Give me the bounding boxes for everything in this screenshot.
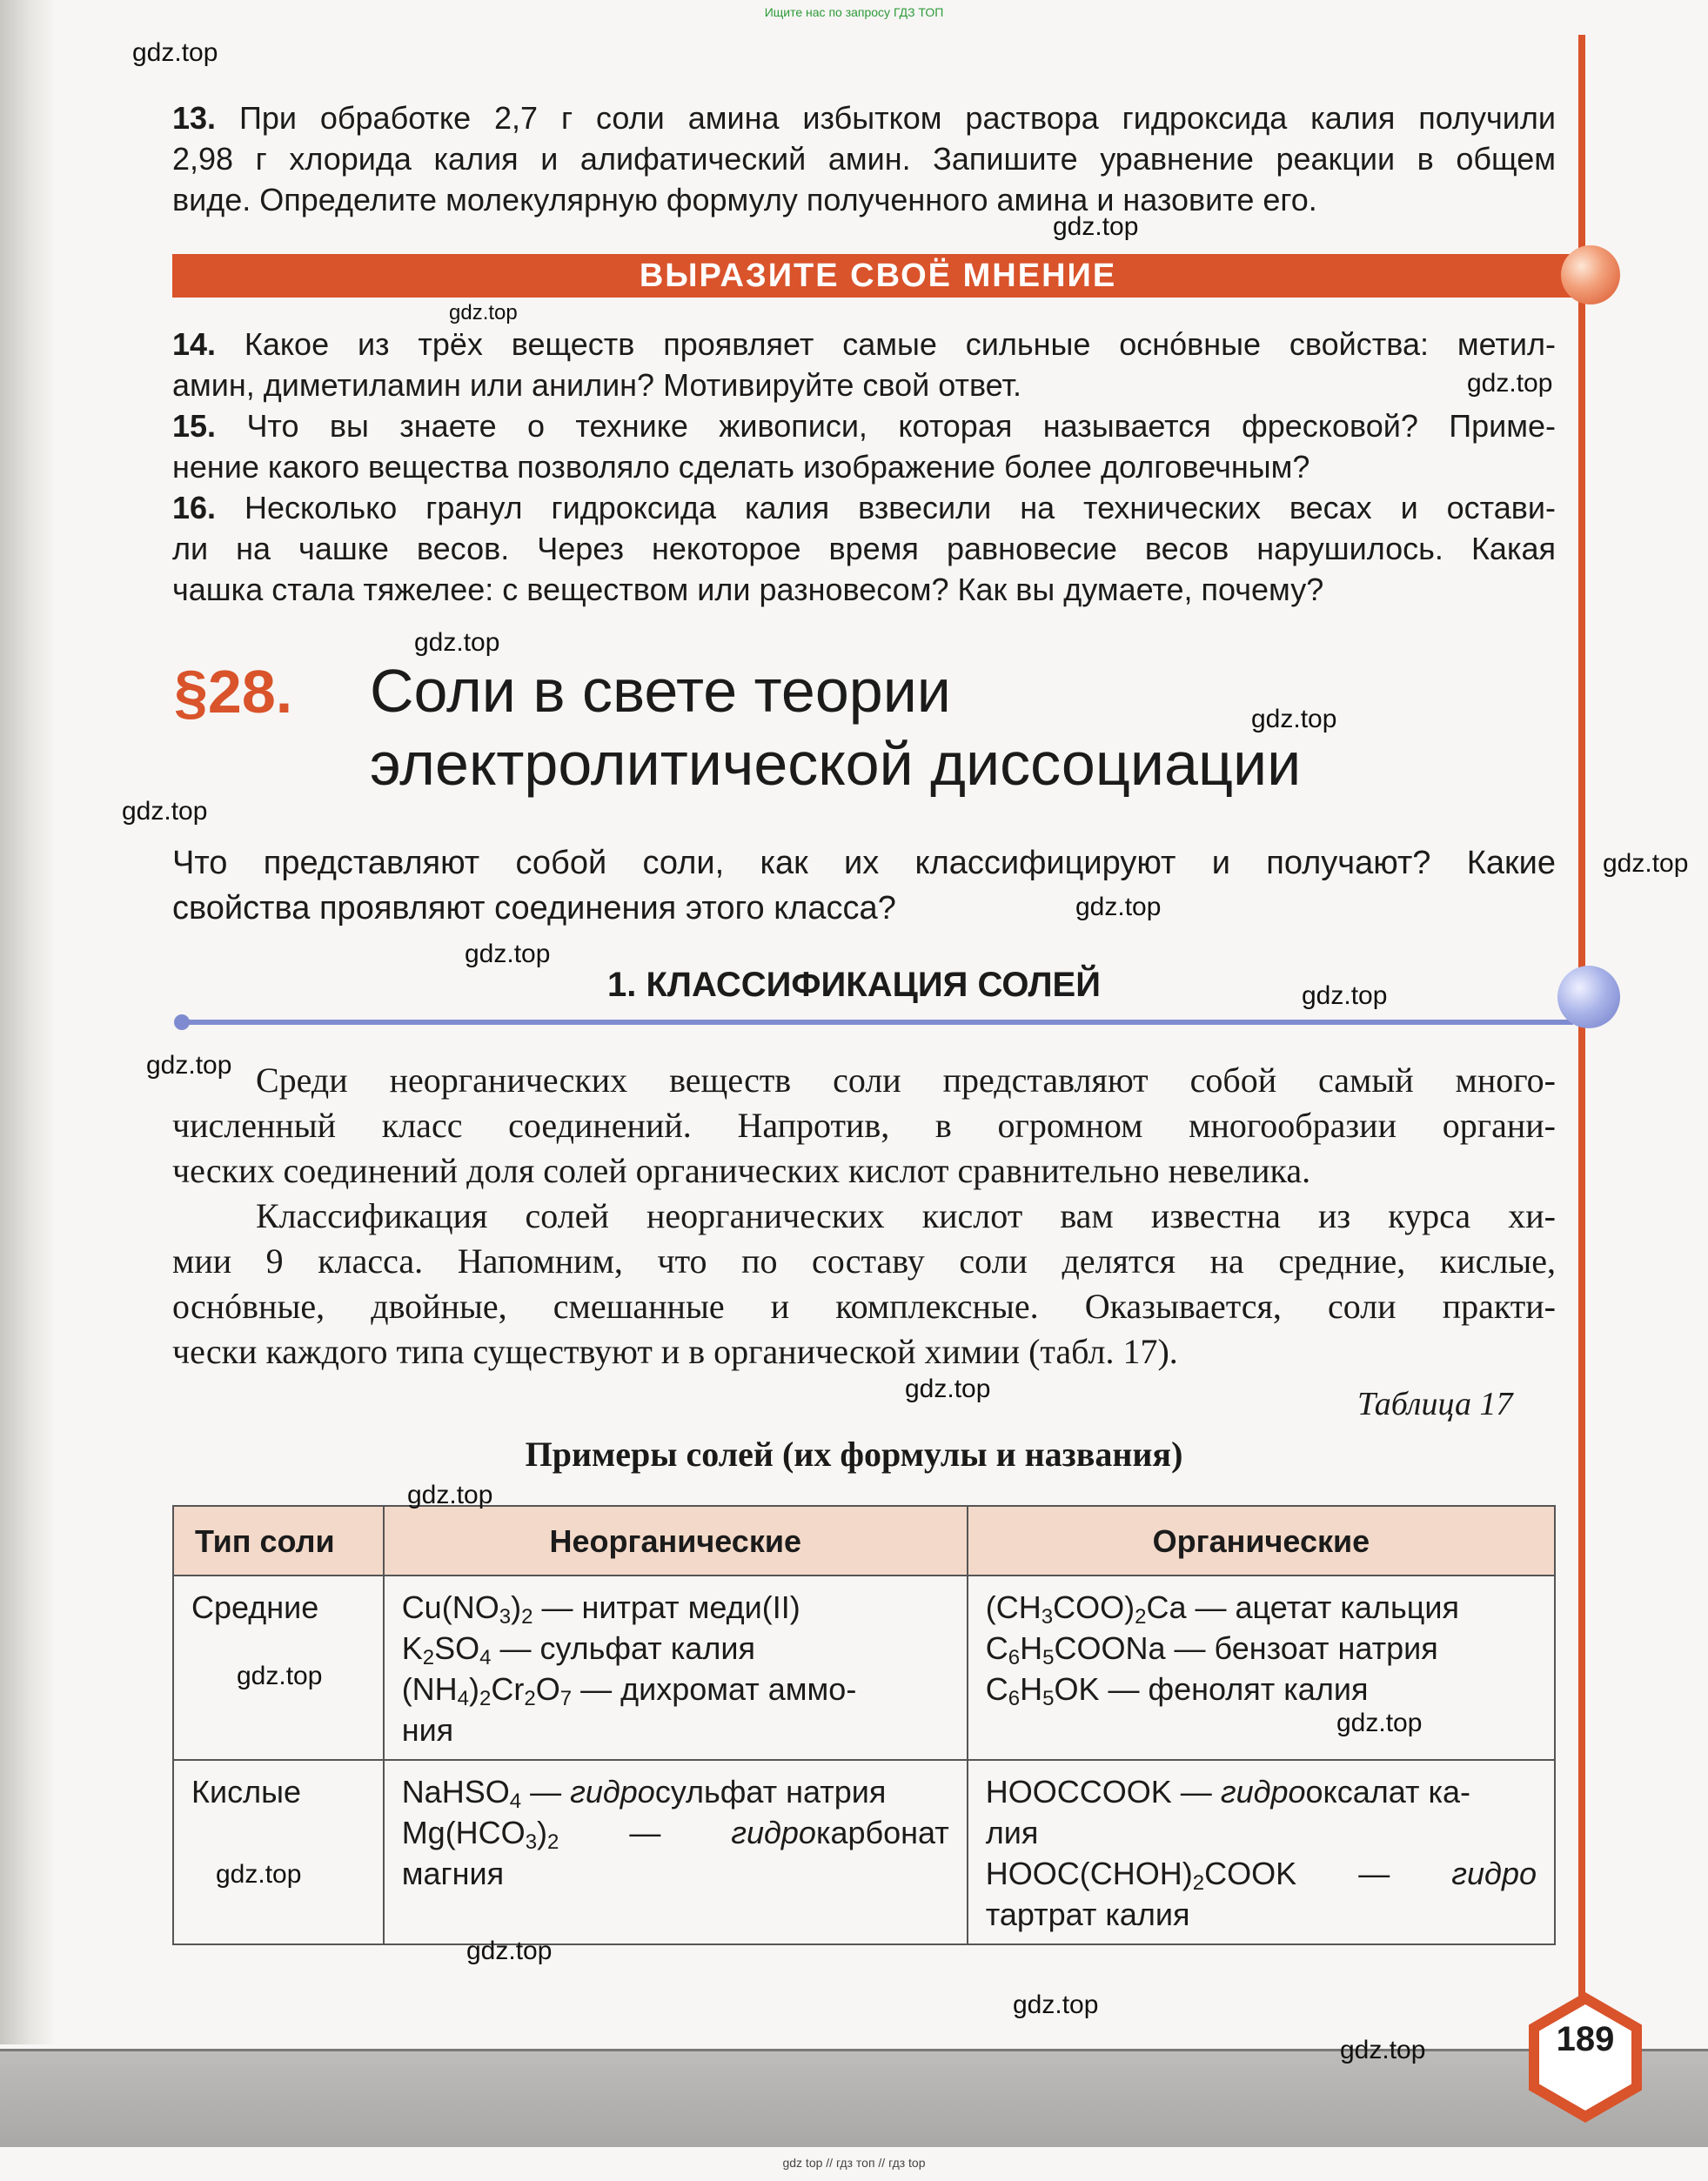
decorative-ball-blue — [1557, 966, 1620, 1028]
body-paragraph-1 — [172, 1058, 1556, 1194]
paragraph-number: §28. — [174, 658, 293, 726]
footer-note: gdz top // гдз топ // гдз top — [782, 2156, 926, 2170]
question-number: 15. — [172, 408, 217, 444]
watermark: gdz.top — [216, 1860, 302, 1889]
question-13 — [172, 97, 1556, 138]
column-header: Органические — [968, 1506, 1555, 1576]
table-header-row — [173, 1506, 1555, 1576]
question-text: Несколько гранул гидроксида калия взвесили на технических весах и остави- — [244, 490, 1556, 525]
question-14 — [172, 324, 1556, 365]
watermark: gdz.top — [466, 1937, 553, 1965]
decorative-ball-red — [1561, 245, 1620, 304]
example: $HOOC(CHOH)_2COOK$ — гидро — [986, 1853, 1537, 1894]
watermark: gdz.top — [122, 797, 208, 826]
question-text: Какое из трёх веществ проявляет самые сильные оснóвные свойства: метил- — [244, 326, 1556, 362]
intro-questions — [172, 840, 1556, 931]
example-name: сульфат натрия — [654, 1774, 887, 1810]
prefix-italic: гидро — [570, 1774, 655, 1810]
watermark: gdz.top — [407, 1481, 493, 1509]
paragraph-title-line1: Соли в свете теории — [370, 657, 951, 725]
salt-type: Кислые — [173, 1760, 384, 1944]
example-name: — бензоат натрия — [1174, 1630, 1438, 1666]
watermark: gdz.top — [1251, 705, 1337, 733]
intro-line1: Что представляют собой соли, как их классифицируют и получают? Какие — [172, 845, 1556, 881]
example-name: — нитрат меди(II) — [541, 1589, 800, 1625]
watermark: gdz.top — [132, 38, 218, 67]
red-margin-rule — [1578, 35, 1585, 2044]
watermark: gdz.top — [1053, 212, 1139, 241]
example: $(CH_3COO)_2Ca$ — ацетат кальция — [985, 1589, 1459, 1629]
question-number: 16. — [172, 490, 217, 525]
column-header: Тип соли — [173, 1506, 384, 1576]
example-name: оксалат ка- — [1305, 1774, 1471, 1810]
example: $C_6H_5OK$ — фенолят калия — [985, 1671, 1369, 1710]
example: $Mg(HCO_3)_2$ — гидрокарбонат — [401, 1815, 949, 1854]
body-line: чески каждого типа существуют и в органической химии (табл. 17). — [172, 1332, 1178, 1371]
watermark: gdz.top — [1340, 2036, 1426, 2064]
watermark: gdz.top — [1013, 1990, 1099, 2019]
example-continuation: магния — [401, 1856, 505, 1891]
question-13-line2: 2,98 г хлорида калия и алифатический амин. Запишите уравнение реакции в общем — [172, 141, 1556, 177]
example-name: — сульфат калия — [499, 1630, 755, 1666]
prefix-italic: гидро — [1220, 1774, 1306, 1810]
intro-line2: свойства проявляют соединения этого класса? — [172, 890, 896, 927]
book-spine-shadow — [0, 0, 54, 2044]
question-text: Что вы знаете о технике живописи, которая называется фресковой? Приме- — [246, 408, 1556, 444]
example-continuation: тартрат калия — [985, 1897, 1190, 1932]
section-rule — [181, 1020, 1573, 1025]
table-row — [173, 1760, 1555, 1944]
example-name: карбонат — [815, 1815, 949, 1850]
paragraph-title — [370, 654, 1301, 800]
watermark: gdz.top — [465, 940, 551, 968]
opinion-heading-bar — [172, 254, 1584, 298]
question-number: 13. — [172, 100, 217, 136]
salt-type: Средние — [173, 1576, 384, 1760]
opinion-heading: ВЫРАЗИТЕ СВОЁ МНЕНИЕ — [639, 258, 1117, 294]
header-note: Ищите нас по запросу ГДЗ ТОП — [764, 5, 944, 19]
body-line: численный класс соединений. Напротив, в огромном многообразии органи- — [172, 1106, 1556, 1145]
watermark: gdz.top — [1336, 1709, 1423, 1737]
question-text: При обработке 2,7 г соли амина избытком раствора гидроксида калия получили — [238, 100, 1556, 136]
question-15 — [172, 405, 1556, 446]
example-name: — фенолят калия — [1108, 1671, 1369, 1707]
question-16-line3: чашка стала тяжелее: с веществом или разновесом? Как вы думаете, почему? — [172, 572, 1324, 607]
question-15-line2: нение какого вещества позволяло сделать изображение более долговечным? — [172, 449, 1310, 485]
question-16 — [172, 487, 1556, 528]
paragraph-title-line2: электролитической диссоциации — [370, 730, 1302, 798]
prefix-italic: гидро — [731, 1815, 816, 1850]
footer-band — [0, 2049, 1708, 2147]
organic-examples — [968, 1760, 1555, 1944]
watermark: gdz.top — [146, 1051, 232, 1080]
example: $(NH_4)_2Cr_2O_7$ — дихромат аммо- — [401, 1671, 857, 1710]
example-name: — ацетат кальция — [1195, 1589, 1459, 1625]
example: $Cu(NO_3)_2$ — нитрат меди(II) — [401, 1589, 800, 1629]
table-title: Примеры солей (их формулы и названия) — [525, 1435, 1183, 1474]
prefix-italic: гидро — [1451, 1856, 1537, 1891]
example: HOOCCOOK — гидрооксалат ка- — [985, 1774, 1471, 1810]
body-line: ческих соединений доля солей органических кислот сравнительно невелика. — [172, 1151, 1311, 1190]
inorganic-examples — [384, 1576, 968, 1760]
organic-examples — [968, 1576, 1555, 1760]
body-line: Среди неорганических веществ соли представляют собой самый много- — [256, 1060, 1556, 1100]
question-13-line3: виде. Определите молекулярную формулу полученного амина и назовите его. — [172, 182, 1317, 217]
question-14-line2: амин, диметиламин или анилин? Мотивируйте свой ответ. — [172, 367, 1021, 403]
watermark: gdz.top — [237, 1662, 323, 1690]
watermark: gdz.top — [414, 628, 500, 657]
section-rule-dot — [174, 1014, 190, 1030]
page-number: 189 — [1556, 2020, 1615, 2058]
column-header: Неорганические — [384, 1506, 968, 1576]
watermark: gdz.top — [1302, 981, 1388, 1010]
question-number: 14. — [172, 326, 217, 362]
example-name: — дихромат аммо- — [580, 1671, 857, 1707]
watermark: gdz.top — [905, 1375, 991, 1403]
table-caption: Таблица 17 — [1357, 1386, 1513, 1422]
section-heading: 1. КЛАССИФИКАЦИЯ СОЛЕЙ — [607, 966, 1101, 1004]
body-line: Классификация солей неорганических кислот вам известна из курса хи- — [256, 1196, 1556, 1235]
watermark: gdz.top — [1467, 369, 1553, 398]
example: $K_2SO_4$ — сульфат калия — [401, 1630, 755, 1669]
watermark: gdz.top — [449, 301, 518, 324]
inorganic-examples — [384, 1760, 968, 1944]
body-line: оснóвные, двойные, смешанные и комплексные. Оказывается, соли практи- — [172, 1287, 1556, 1326]
example-formula: HOOCCOOK — [985, 1774, 1172, 1810]
example-continuation: лия — [985, 1815, 1039, 1850]
example-continuation: ния — [401, 1712, 454, 1748]
watermark: gdz.top — [1075, 893, 1162, 921]
body-line: мии 9 класса. Напомним, что по составу соли делятся на средние, кислые, — [172, 1241, 1556, 1281]
example: $C_6H_5COONa$ — бензоат натрия — [985, 1630, 1438, 1669]
question-16-line2: ли на чашке весов. Через некоторое время равновесие весов нарушилось. Какая — [172, 531, 1556, 566]
example: NaHSO$_4$ — гидросульфат натрия — [401, 1774, 887, 1813]
body-paragraph-2 — [172, 1194, 1556, 1375]
watermark: gdz.top — [1603, 849, 1689, 878]
